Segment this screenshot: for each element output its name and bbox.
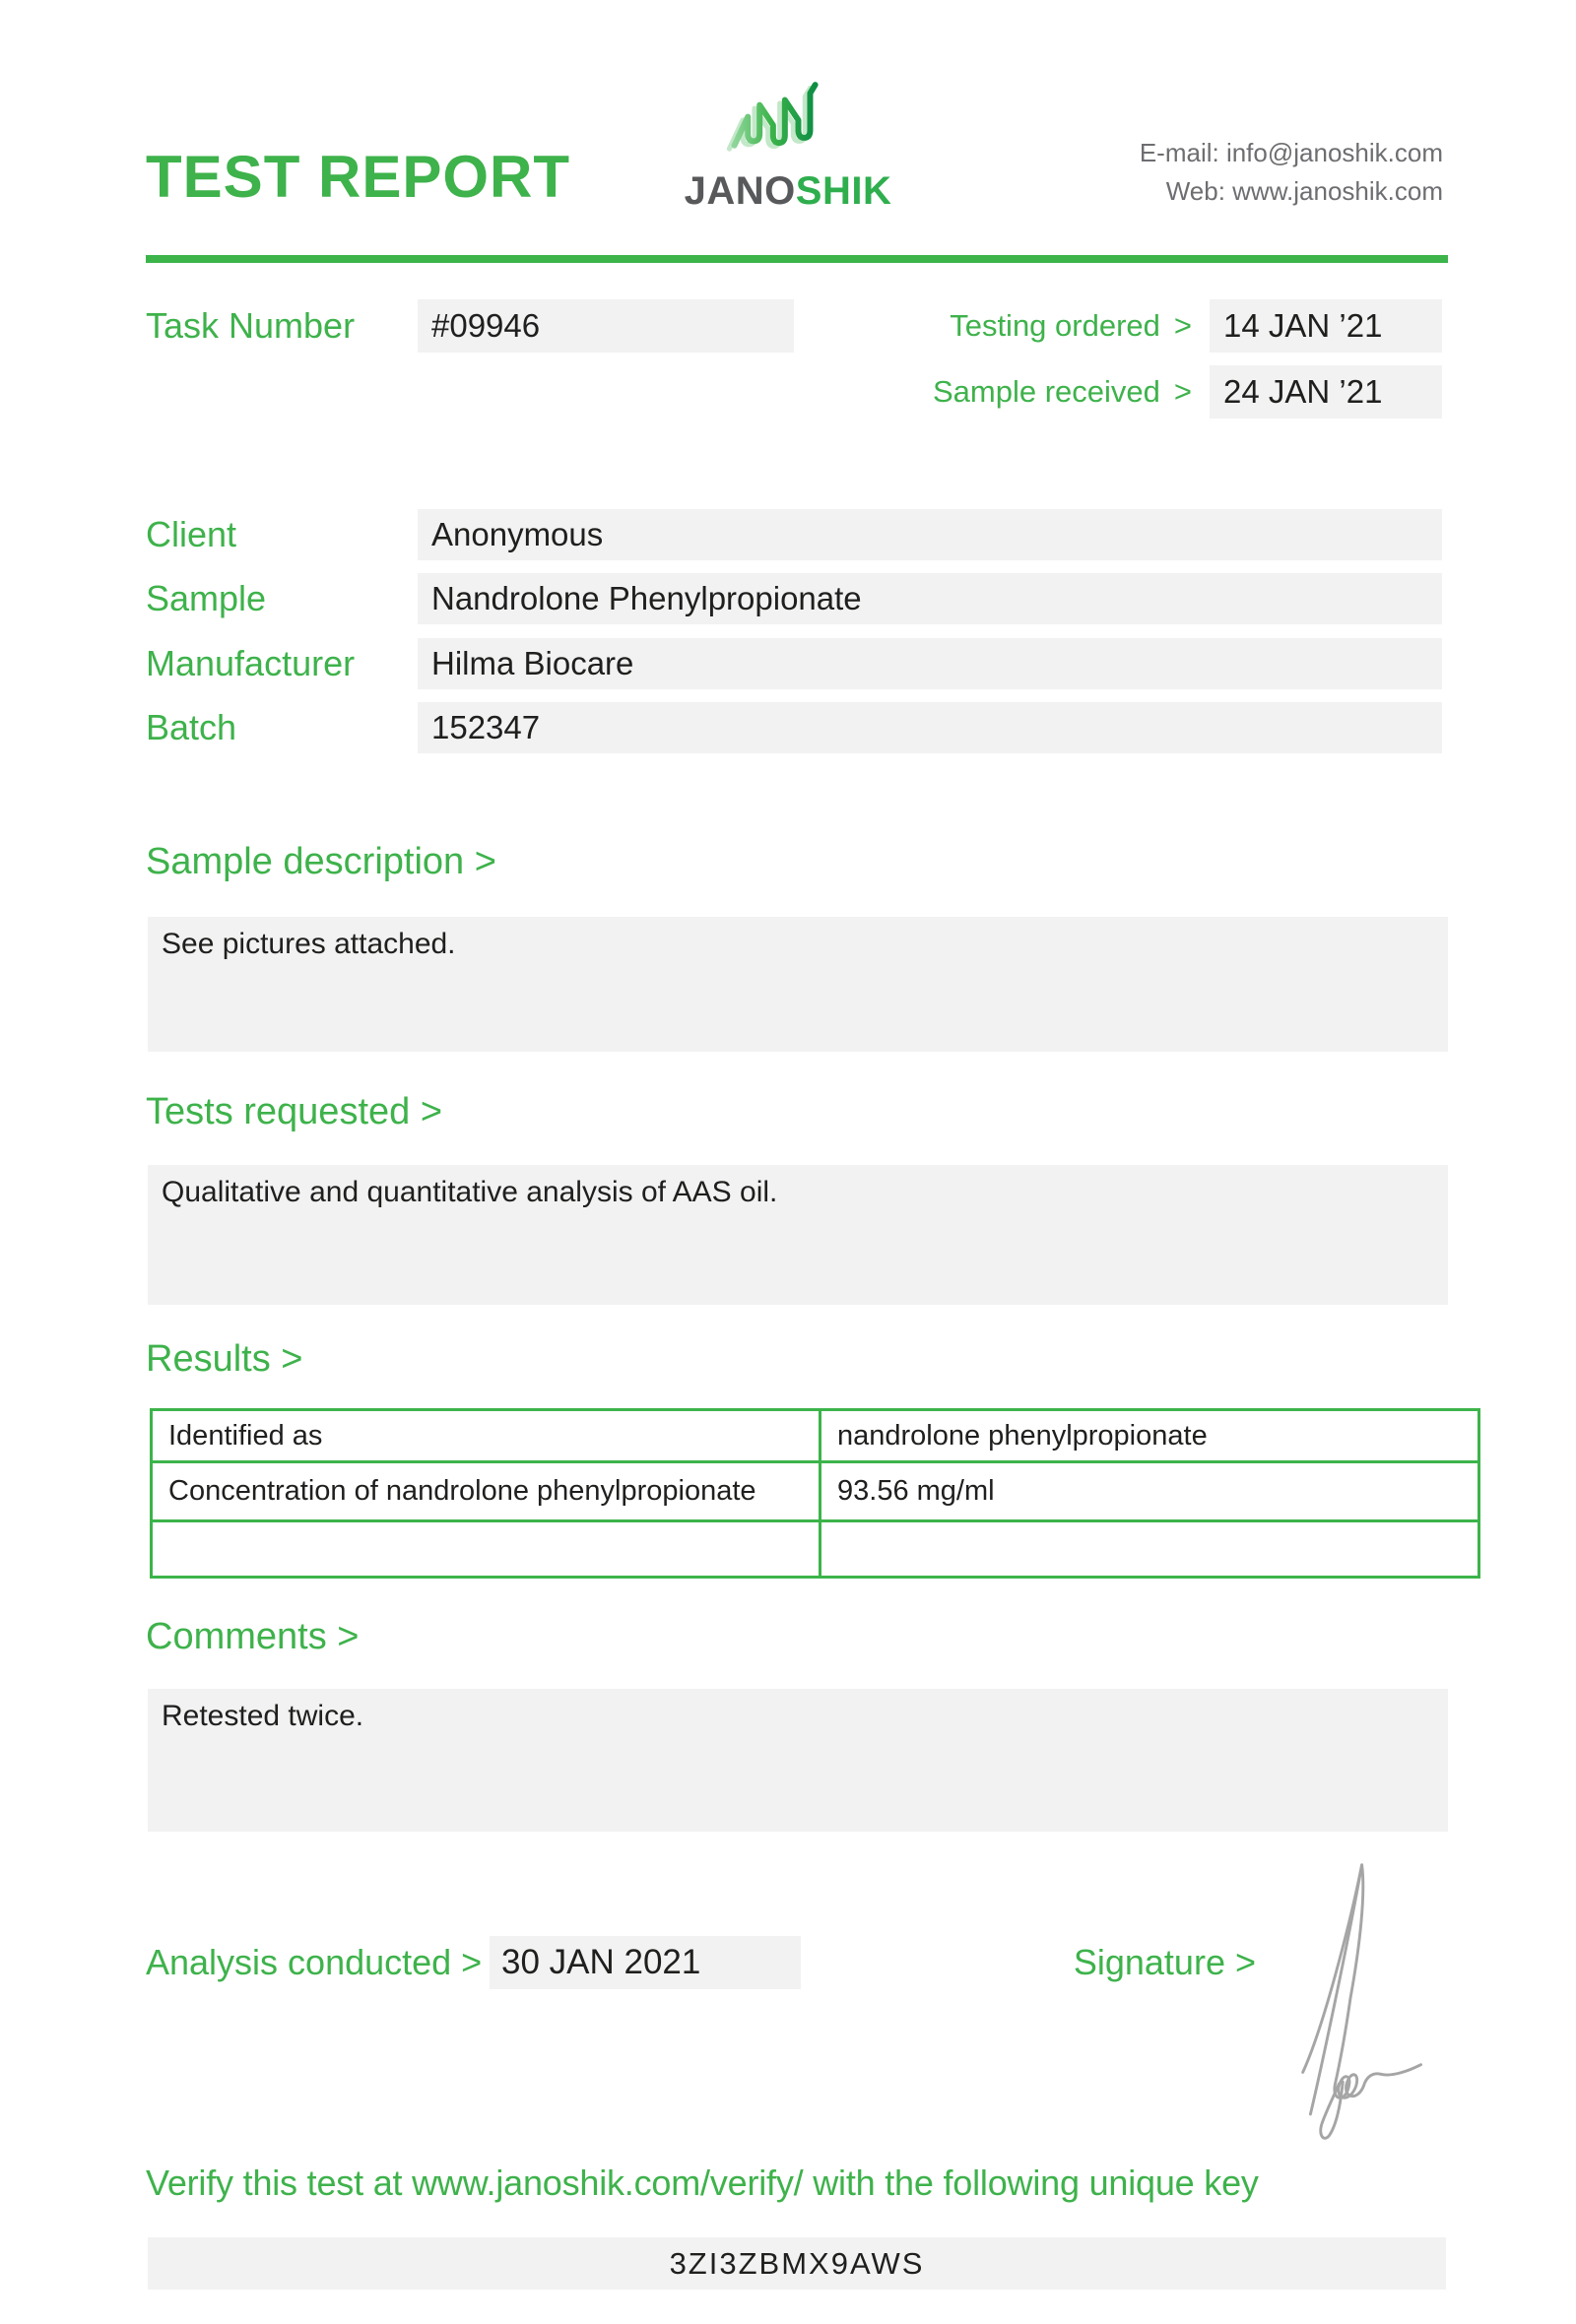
contact-email: E-mail: info@janoshik.com bbox=[1139, 138, 1443, 167]
chevron-right-icon: > bbox=[1173, 308, 1192, 343]
result-param bbox=[152, 1521, 821, 1578]
analysis-conducted-field bbox=[490, 1936, 801, 1989]
manufacturer-value: Hilma Biocare bbox=[431, 645, 634, 681]
manufacturer-label: Manufacturer bbox=[146, 643, 356, 683]
chevron-right-icon: > bbox=[1173, 374, 1192, 409]
result-value: 93.56 mg/ml bbox=[821, 1462, 1479, 1521]
analysis-conducted-label: Analysis conducted > bbox=[146, 1942, 483, 1982]
result-param: Concentration of nandrolone phenylpropionate bbox=[152, 1462, 821, 1521]
signature-image bbox=[1273, 1855, 1428, 2141]
table-row bbox=[152, 1462, 1479, 1521]
comments-heading: Comments > bbox=[146, 1616, 360, 1657]
table-row bbox=[152, 1410, 1479, 1462]
verify-heading: Verify this test at www.janoshik.com/verify/ with the following unique key bbox=[146, 2163, 1259, 2203]
testing-ordered-text: Testing ordered bbox=[950, 308, 1160, 343]
sample-description-heading: Sample description > bbox=[146, 841, 496, 882]
table-row bbox=[152, 1521, 1479, 1578]
tests-requested-box bbox=[148, 1165, 1448, 1305]
results-heading: Results > bbox=[146, 1338, 303, 1380]
verify-key-box bbox=[148, 2237, 1446, 2290]
chart-growth-icon bbox=[726, 77, 819, 163]
batch-label: Batch bbox=[146, 707, 237, 747]
brand-logo bbox=[630, 169, 946, 213]
testing-ordered-field bbox=[1210, 299, 1442, 353]
comments-box bbox=[148, 1689, 1448, 1832]
analysis-conducted-value: 30 JAN 2021 bbox=[501, 1943, 701, 1981]
task-number-label: Task Number bbox=[146, 305, 356, 346]
task-number-value: #09946 bbox=[431, 307, 541, 344]
header-divider bbox=[146, 255, 1448, 263]
result-value bbox=[821, 1521, 1479, 1578]
batch-value: 152347 bbox=[431, 709, 541, 745]
sample-received-field bbox=[1210, 365, 1442, 419]
signature-label: Signature > bbox=[1073, 1942, 1256, 1982]
sample-label: Sample bbox=[146, 578, 267, 618]
client-field bbox=[418, 509, 1442, 560]
contact-web: Web: www.janoshik.com bbox=[1165, 176, 1443, 206]
tests-requested-text: Qualitative and quantitative analysis of AAS oil. bbox=[162, 1176, 778, 1208]
results-table bbox=[150, 1408, 1480, 1579]
client-value: Anonymous bbox=[431, 516, 604, 552]
contact-block bbox=[1140, 134, 1443, 211]
batch-field bbox=[418, 702, 1442, 753]
comments-text: Retested twice. bbox=[162, 1700, 364, 1732]
tests-requested-heading: Tests requested > bbox=[146, 1091, 443, 1132]
verify-key: 3ZI3ZBMX9AWS bbox=[669, 2245, 925, 2281]
task-number-field bbox=[418, 299, 794, 353]
sample-received-label bbox=[837, 365, 1192, 419]
sample-description-text: See pictures attached. bbox=[162, 928, 456, 960]
result-param: Identified as bbox=[152, 1410, 821, 1462]
page-title: TEST REPORT bbox=[146, 144, 571, 210]
result-value: nandrolone phenylpropionate bbox=[821, 1410, 1479, 1462]
brand-logo-jano: JANO bbox=[684, 169, 796, 213]
sample-value: Nandrolone Phenylpropionate bbox=[431, 580, 862, 616]
sample-description-box bbox=[148, 917, 1448, 1052]
sample-received-value: 24 JAN ’21 bbox=[1223, 373, 1383, 410]
brand-logo-shik: SHIK bbox=[795, 169, 892, 213]
sample-received-text: Sample received bbox=[932, 374, 1160, 409]
testing-ordered-label bbox=[837, 299, 1192, 353]
manufacturer-field bbox=[418, 638, 1442, 689]
sample-field bbox=[418, 573, 1442, 624]
client-label: Client bbox=[146, 514, 237, 554]
testing-ordered-value: 14 JAN ’21 bbox=[1223, 307, 1383, 344]
